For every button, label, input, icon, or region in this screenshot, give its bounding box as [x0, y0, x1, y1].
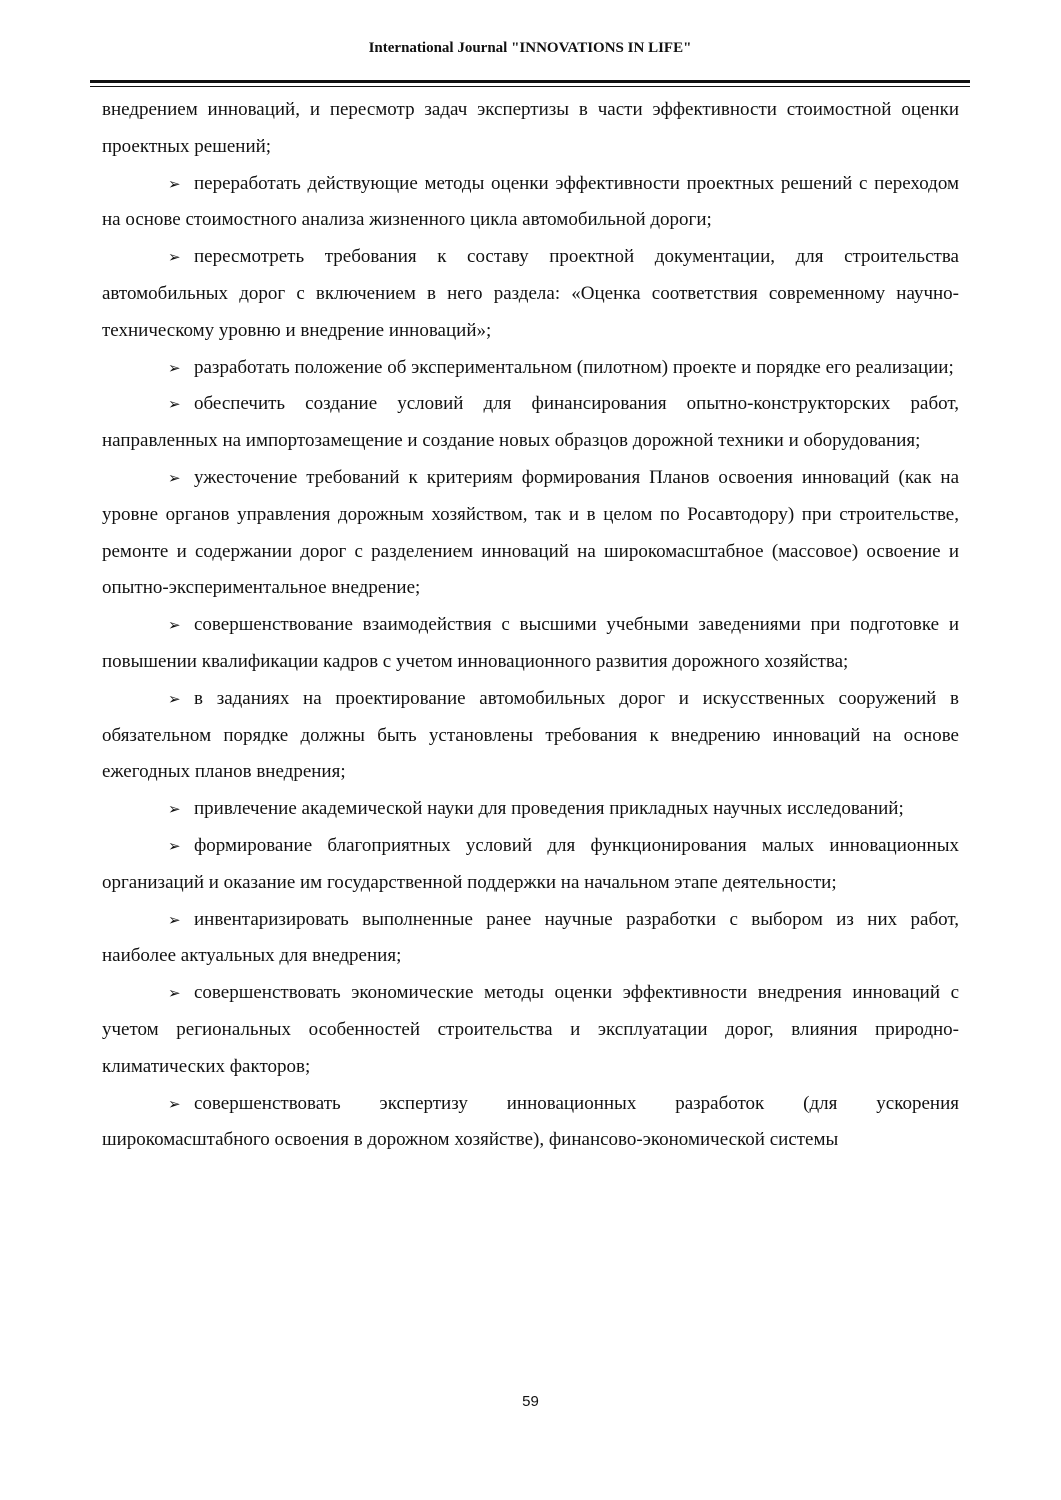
list-item	[102, 166, 959, 240]
arrow-bullet-icon: ➢	[168, 248, 181, 267]
list-item-text: в заданиях на проектирование автомобильных дорог и искусственных сооружений в обязательном порядке должны быть установлены требования к внедрению инноваций на основе ежегодных планов внедрения;	[102, 687, 959, 783]
list-item	[102, 828, 959, 902]
header-rule-thick	[90, 80, 970, 83]
arrow-bullet-icon: ➢	[168, 689, 181, 708]
arrow-bullet-icon: ➢	[168, 395, 181, 414]
list-item	[102, 902, 959, 976]
list-item-text: инвентаризировать выполненные ранее научные разработки с выбором из них работ, наиболее актуальных для внедрения;	[102, 908, 959, 967]
list-item	[102, 350, 959, 387]
arrow-bullet-icon: ➢	[168, 468, 181, 487]
header-rule-thin	[90, 86, 970, 87]
list-item-text: разработать положение об экспериментальном (пилотном) проекте и порядке его реализации;	[194, 356, 954, 378]
list-item	[102, 239, 959, 349]
list-item-text: переработать действующие методы оценки эффективности проектных решений с переходом на основе стоимостного анализа жизненного цикла автомобильной дороги;	[102, 172, 959, 231]
arrow-bullet-icon: ➢	[168, 800, 181, 819]
list-item-text: обеспечить создание условий для финансирования опытно-конструкторских работ, направленных на импортозамещение и создание новых образцов дорожной техники и оборудования;	[102, 393, 959, 452]
list-item-text: пересмотреть требования к составу проектной документации, для строительства автомобильных дорог с включением в него раздела: «Оценка соответствия современному научно-техническому уровню и внедрение инноваций»;	[102, 246, 959, 341]
arrow-bullet-icon: ➢	[168, 910, 181, 929]
arrow-bullet-icon: ➢	[168, 358, 181, 377]
intro-paragraph: внедрением инноваций, и пересмотр задач экспертизы в части эффективности стоимостной оценки проектных решений;	[102, 99, 959, 157]
list-item	[102, 386, 959, 460]
list-item	[102, 460, 959, 607]
arrow-bullet-icon: ➢	[168, 616, 181, 635]
list-item-text: формирование благоприятных условий для функционирования малых инновационных организаций и оказание им государственной поддержки на начальном этапе деятельности;	[102, 834, 959, 893]
list-item-text: ужесточение требований к критериям формирования Планов освоения инноваций (как на уровне органов управления дорожным хозяйством, так и в целом по Росавтодору) при строительстве, ремонте и содержании дорог с разделением инноваций на широкомасштабное (массовое) освоение и опытно-экспериментальное внедрение;	[102, 466, 959, 599]
arrow-bullet-icon: ➢	[168, 174, 181, 193]
list-item	[102, 1086, 959, 1160]
list-item	[102, 975, 959, 1085]
list-item	[102, 607, 959, 681]
list-item-text: совершенствовать экспертизу инновационных разработок (для ускорения широкомасштабного освоения в дорожном хозяйстве), финансово-экономической системы	[102, 1092, 959, 1151]
list-item-text: совершенствование взаимодействия с высшими учебными заведениями при подготовке и повышении квалификации кадров с учетом инновационного развития дорожного хозяйства;	[102, 614, 959, 672]
list-item	[102, 681, 959, 791]
page-number: 59	[522, 1393, 539, 1410]
list-item-text: совершенствовать экономические методы оценки эффективности внедрения инноваций с учетом региональных особенностей строительства и эксплуатации дорог, влияния природно-климатических факторов;	[102, 982, 959, 1077]
article-body	[102, 92, 959, 1159]
arrow-bullet-icon: ➢	[168, 836, 181, 855]
journal-header: International Journal "INNOVATIONS IN LIFE"	[368, 40, 692, 56]
arrow-bullet-icon: ➢	[168, 984, 181, 1003]
arrow-bullet-icon: ➢	[168, 1094, 181, 1113]
list-item	[102, 791, 959, 828]
list-item-text: привлечение академической науки для проведения прикладных научных исследований;	[194, 798, 904, 820]
